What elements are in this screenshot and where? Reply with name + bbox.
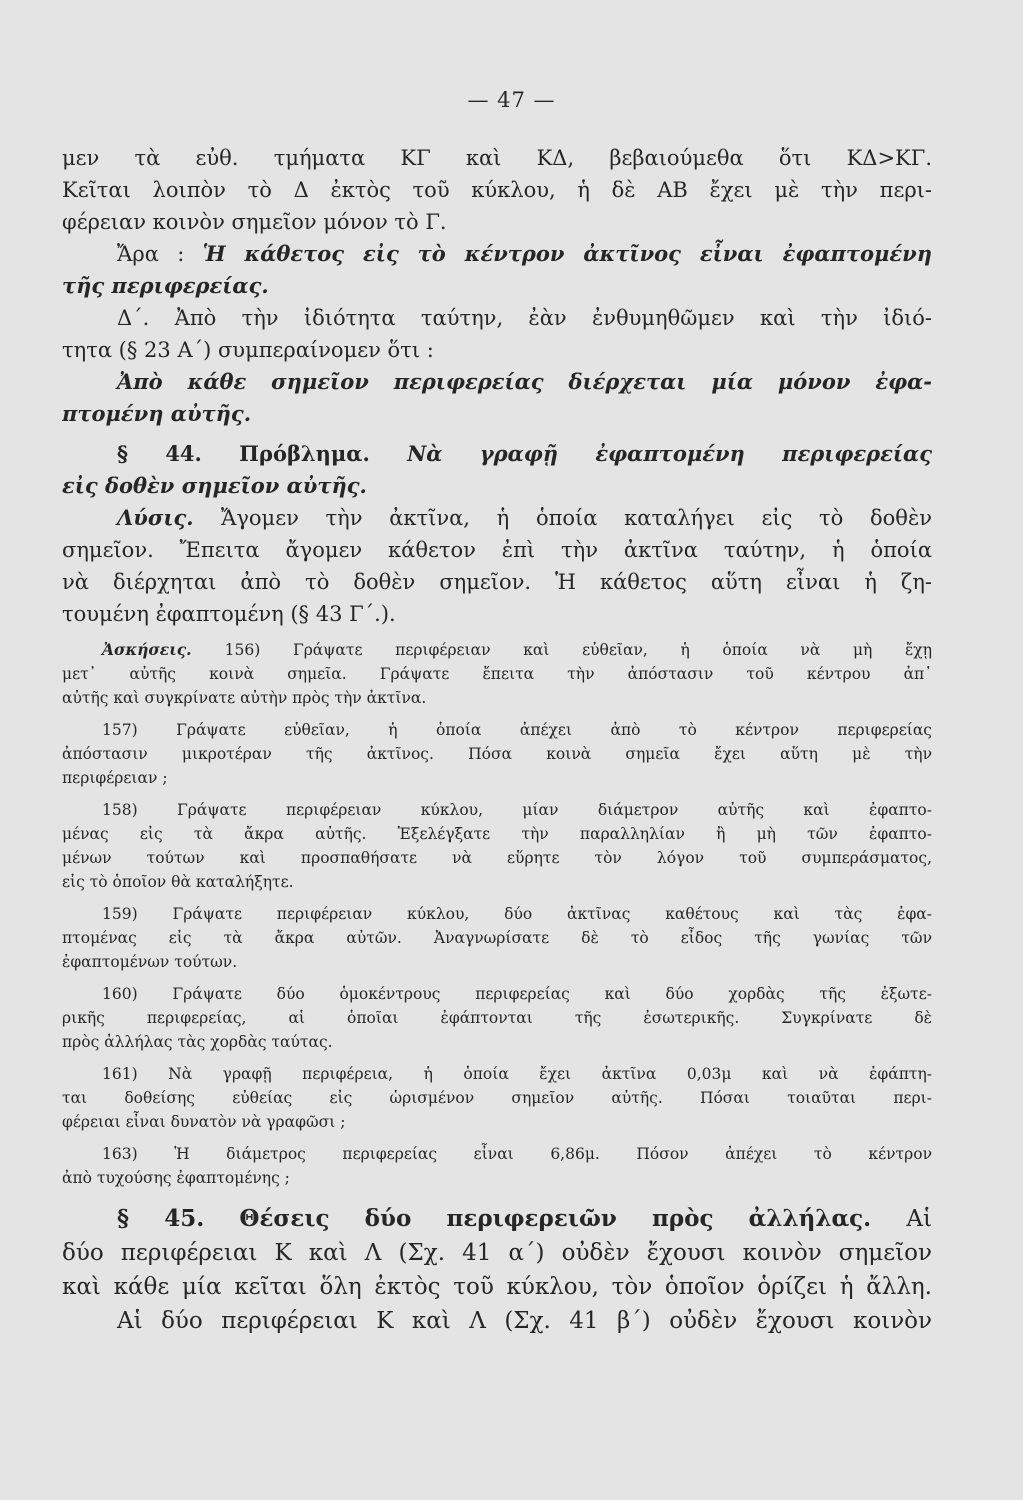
exercise-line: μένας εἰς τὰ ἄκρα αὐτῆς. Ἐξελέγξατε τὴν παραλληλίαν ἢ μὴ τῶν ἐφαπτο- xyxy=(62,825,932,843)
text-line: τητα (§ 23 Α΄) συμπεραίνομεν ὅτι : xyxy=(62,338,434,362)
section-heading xyxy=(62,1202,932,1236)
exercise-line: ρικῆς περιφερείας, αἱ ὁποῖαι ἐφάπτονται τῆς ἐσωτερικῆς. Συγκρίνατε δὲ xyxy=(62,1009,932,1027)
text-line: σημεῖον. Ἔπειτα ἄγομεν κάθετον ἐπὶ τὴν ἀκτῖνα ταύτην, ἡ ὁποία xyxy=(62,538,932,562)
text-line: Δ΄. Ἀπὸ τὴν ἰδιότητα ταύτην, ἐὰν ἐνθυμηθῶμεν καὶ τὴν ἰδιό- xyxy=(117,306,932,330)
rule-statement-end: τῆς περιφερείας. xyxy=(62,273,269,298)
page-number: — 47 — xyxy=(467,88,556,112)
problem-label: § 44. Πρόβλημα. xyxy=(117,441,408,466)
text-line: φέρειαν κοινὸν σημεῖον μόνον τὸ Γ. xyxy=(62,210,447,234)
exercise-line: ἀπόστασιν μικροτέραν τῆς ἀκτῖνος. Πόσα κοινὰ σημεῖα ἔχει αὕτη μὲ τὴν xyxy=(62,745,932,763)
problem-title-end: εἰς δοθὲν σημεῖον αὐτῆς. xyxy=(62,473,367,498)
section-title: § 45. Θέσεις δύο περιφερειῶν πρὸς ἀλλήλας. xyxy=(117,1205,907,1232)
solution-text: Ἄγομεν τὴν ἀκτῖνα, ἡ ὁποία καταλήγει εἰς τὸ δοθὲν xyxy=(220,506,932,530)
exercise-text: 156) Γράψατε περιφέρειαν καὶ εὐθεῖαν, ἡ ὁποία νὰ μὴ ἔχῃ xyxy=(224,641,932,659)
rule-prefix: Ἄρα : xyxy=(117,242,203,266)
section-text: Αἱ xyxy=(906,1206,932,1232)
exercise-line: 160) Γράψατε δύο ὁμοκέντρους περιφερείας καὶ δύο χορδὰς τῆς ἐξωτε- xyxy=(102,985,932,1003)
exercises xyxy=(62,638,932,1190)
exercise-line: πτομένας εἰς τὰ ἄκρα αὐτῶν. Ἀναγνωρίσατε δὲ τὸ εἶδος τῆς γωνίας τῶν xyxy=(62,929,932,947)
solution-label: Λύσις. xyxy=(117,505,221,530)
exercise-line: ἀπὸ τυχούσης ἐφαπτομένης ; xyxy=(62,1169,290,1187)
text-line: Αἱ δύο περιφέρειαι Κ καὶ Λ (Σχ. 41 β΄) οὐδὲν ἔχουσι κοινὸν xyxy=(117,1308,932,1334)
exercise-line: περιφέρειαν ; xyxy=(62,769,168,787)
corollary-statement-end: πτομένη αὐτῆς. xyxy=(62,401,252,426)
section-45 xyxy=(62,1202,932,1338)
problem-title: Νὰ γραφῇ ἐφαπτομένη περιφερείας xyxy=(407,441,932,466)
rule-line xyxy=(62,238,932,270)
corollary-statement: Ἀπὸ κάθε σημεῖον περιφερείας διέρχεται μία μόνον ἐφα- xyxy=(117,369,932,394)
text-line: νὰ διέρχηται ἀπὸ τὸ δοθὲν σημεῖον. Ἡ κάθετος αὕτη εἶναι ἡ ζη- xyxy=(62,570,932,594)
exercise-line: εἰς τὸ ὁποῖον θὰ καταλήξητε. xyxy=(62,873,294,891)
exercise-line: 157) Γράψατε εὐθεῖαν, ἡ ὁποία ἀπέχει ἀπὸ τὸ κέντρον περιφερείας xyxy=(102,721,932,739)
solution-line xyxy=(62,502,932,534)
exercise-line: μετ᾽ αὐτῆς κοινὰ σημεῖα. Γράψατε ἔπειτα τὴν ἀπόστασιν τοῦ κέντρου ἀπ᾽ xyxy=(62,665,932,683)
exercise-line: 158) Γράψατε περιφέρειαν κύκλου, μίαν διάμετρον αὐτῆς καὶ ἐφαπτο- xyxy=(102,801,932,819)
exercise-line: 161) Νὰ γραφῇ περιφέρεια, ἡ ὁποία ἔχει ἀκτῖνα 0,03μ καὶ νὰ ἐφάπτη- xyxy=(102,1065,932,1083)
exercise-line: φέρειαι εἶναι δυνατὸν νὰ γραφῶσι ; xyxy=(62,1113,346,1131)
problem-heading xyxy=(62,438,932,470)
text-line: μεν τὰ εὐθ. τμήματα ΚΓ καὶ ΚΔ, βεβαιούμεθα ὅτι ΚΔ>ΚΓ. xyxy=(62,146,932,170)
text-line: Κεῖται λοιπὸν τὸ Δ ἐκτὸς τοῦ κύκλου, ἡ δὲ ΑΒ ἔχει μὲ τὴν περι- xyxy=(62,178,932,202)
exercise-line: αὐτῆς καὶ συγκρίνατε αὐτὴν πρὸς τὴν ἀκτῖνα. xyxy=(62,689,427,707)
text-line: καὶ κάθε μία κεῖται ὅλη ἐκτὸς τοῦ κύκλου, τὸν ὁποῖον ὁρίζει ἡ ἄλλη. xyxy=(62,1274,932,1300)
exercise-line: ται δοθείσης εὐθείας εἰς ὡρισμένον σημεῖον αὐτῆς. Πόσαι τοιαῦται περι- xyxy=(62,1089,932,1107)
exercise-line xyxy=(62,638,932,662)
exercise-line: ἐφαπτομένων τούτων. xyxy=(62,953,238,971)
exercise-line: μένων τούτων καὶ προσπαθήσατε νὰ εὕρητε τὸν λόγον τοῦ συμπεράσματος, xyxy=(62,849,932,867)
page-text xyxy=(62,142,932,1338)
exercise-line: πρὸς ἀλλήλας τὰς χορδὰς ταύτας. xyxy=(62,1033,333,1051)
text-line: δύο περιφέρειαι Κ καὶ Λ (Σχ. 41 α΄) οὐδὲν ἔχουσι κοινὸν σημεῖον xyxy=(62,1240,932,1266)
text-line: τουμένη ἐφαπτομένη (§ 43 Γ΄.). xyxy=(62,602,396,626)
rule-statement: Ἡ κάθετος εἰς τὸ κέντρον ἀκτῖνος εἶναι ἐφαπτομένη xyxy=(202,241,932,266)
exercise-line: 163) Ἡ διάμετρος περιφερείας εἶναι 6,86μ. Πόσον ἀπέχει τὸ κέντρον xyxy=(102,1145,932,1163)
exercises-label: Ἀσκήσεις. xyxy=(102,640,225,659)
exercise-line: 159) Γράψατε περιφέρειαν κύκλου, δύο ἀκτῖνας καθέτους καὶ τὰς ἐφα- xyxy=(102,905,932,923)
